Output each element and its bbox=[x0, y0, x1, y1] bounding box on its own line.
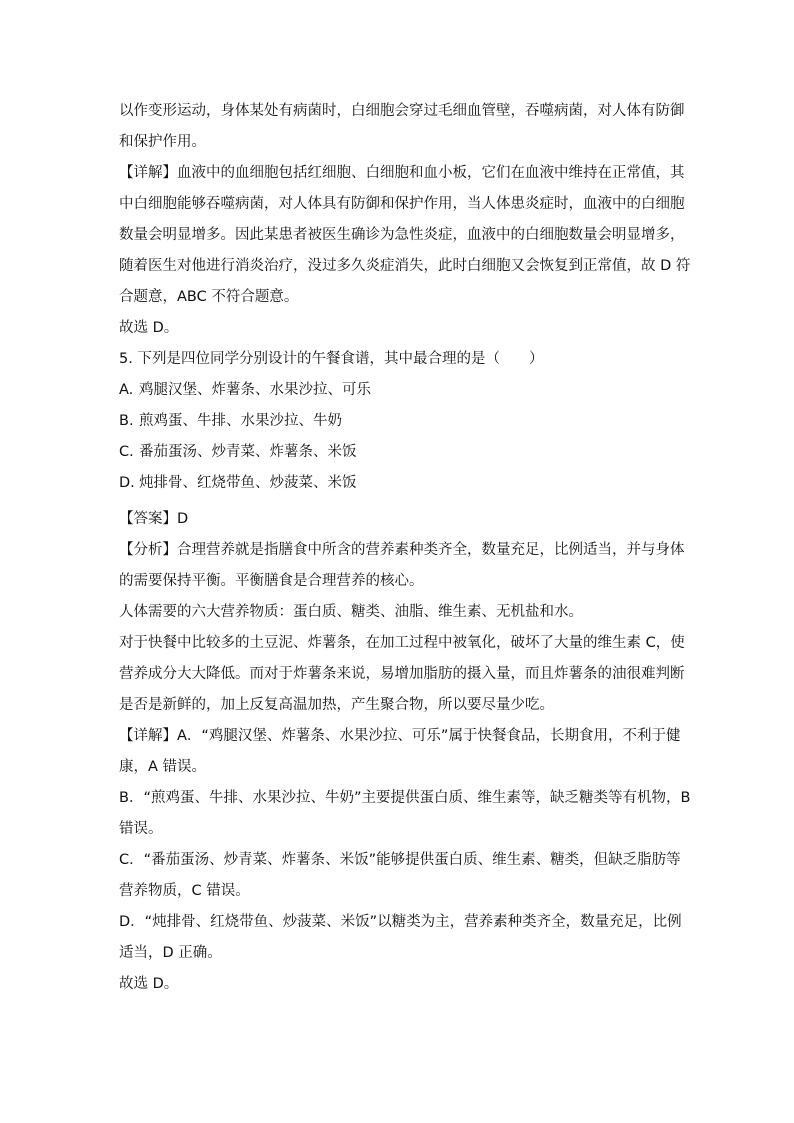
detail-line: 适当，D 正确。 bbox=[119, 945, 222, 961]
document-page bbox=[119, 96, 691, 1000]
option-letter: B. bbox=[119, 413, 134, 429]
detail-line: 【详解】A．“鸡腿汉堡、炸薯条、水果沙拉、可乐”属于快餐食品，长期食用，不利于健 bbox=[119, 728, 681, 744]
final-answer-line: 故选 D。 bbox=[119, 976, 179, 992]
text-line: 故选 D。 bbox=[119, 320, 179, 336]
option-d bbox=[119, 468, 679, 499]
analysis-line: 营养成分大大降低。而对于炸薯条来说，易增加脂肪的摄入量，而且炸薯条的油很难判断 bbox=[119, 666, 685, 682]
detail-line: 错误。 bbox=[119, 821, 163, 837]
option-a bbox=[119, 375, 679, 406]
text-line: 数量会明显增多。因此某患者被医生确诊为急性炎症，血液中的白细胞数量会明显增多， bbox=[119, 227, 685, 243]
option-letter: C. bbox=[119, 444, 134, 460]
text-line: 【详解】血液中的血细胞包括红细胞、白细胞和血小板，它们在血液中维持在正常值，其 bbox=[119, 165, 685, 181]
answer-line: 【答案】D bbox=[119, 511, 189, 527]
option-text: 炖排骨、红烧带鱼、炒菠菜、米饭 bbox=[139, 475, 357, 491]
text-line: 以作变形运动，身体某处有病菌时，白细胞会穿过毛细血管壁，吞噬病菌，对人体有防御 bbox=[119, 103, 685, 119]
analysis-line: 的需要保持平衡。平衡膳食是合理营养的核心。 bbox=[119, 573, 424, 589]
option-letter: D. bbox=[119, 475, 135, 491]
explanation-block bbox=[119, 96, 691, 375]
analysis-line: 人体需要的六大营养物质：蛋白质、糖类、油脂、维生素、无机盐和水。 bbox=[119, 604, 583, 620]
text-line: 和保护作用。 bbox=[119, 134, 206, 150]
answer-block bbox=[119, 504, 691, 1000]
analysis-line: 是否是新鲜的，加上反复高温加热，产生聚合物，所以要尽量少吃。 bbox=[119, 697, 554, 713]
option-b bbox=[119, 406, 679, 437]
detail-line: 营养物质，C 错误。 bbox=[119, 883, 250, 899]
analysis-line: 【分析】合理营养就是指膳食中所含的营养素种类齐全，数量充足，比例适当，并与身体 bbox=[119, 542, 685, 558]
analysis-line: 对于快餐中比较多的土豆泥、炸薯条，在加工过程中被氧化，破坏了大量的维生素 C，使 bbox=[119, 635, 685, 651]
detail-line: C．“番茄蛋汤、炒青菜、炸薯条、米饭”能够提供蛋白质、维生素、糖类，但缺乏脂肪等 bbox=[119, 852, 681, 868]
question-options bbox=[119, 375, 679, 499]
option-letter: A. bbox=[119, 382, 134, 398]
detail-line: 康，A 错误。 bbox=[119, 759, 207, 775]
text-line: 合题意，ABC 不符合题意。 bbox=[119, 289, 299, 305]
option-c bbox=[119, 437, 679, 468]
text-line: 中白细胞能够吞噬病菌，对人体具有防御和保护作用，当人体患炎症时，血液中的白细胞 bbox=[119, 196, 685, 212]
option-text: 煎鸡蛋、牛排、水果沙拉、牛奶 bbox=[139, 413, 342, 429]
detail-line: D．“炖排骨、红烧带鱼、炒菠菜、米饭”以糖类为主，营养素种类齐全，数量充足，比例 bbox=[119, 914, 682, 930]
option-text: 鸡腿汉堡、炸薯条、水果沙拉、可乐 bbox=[139, 382, 371, 398]
text-line: 随着医生对他进行消炎治疗，没过多久炎症消失，此时白细胞又会恢复到正常值，故 D 符 bbox=[119, 258, 691, 274]
detail-line: B．“煎鸡蛋、牛排、水果沙拉、牛奶”主要提供蛋白质、维生素等，缺乏糖类等有机物，B bbox=[119, 790, 691, 806]
option-text: 番茄蛋汤、炒青菜、炸薯条、米饭 bbox=[139, 444, 357, 460]
question-stem: 5. 下列是四位同学分别设计的午餐食谱，其中最合理的是（ ） bbox=[119, 351, 544, 367]
